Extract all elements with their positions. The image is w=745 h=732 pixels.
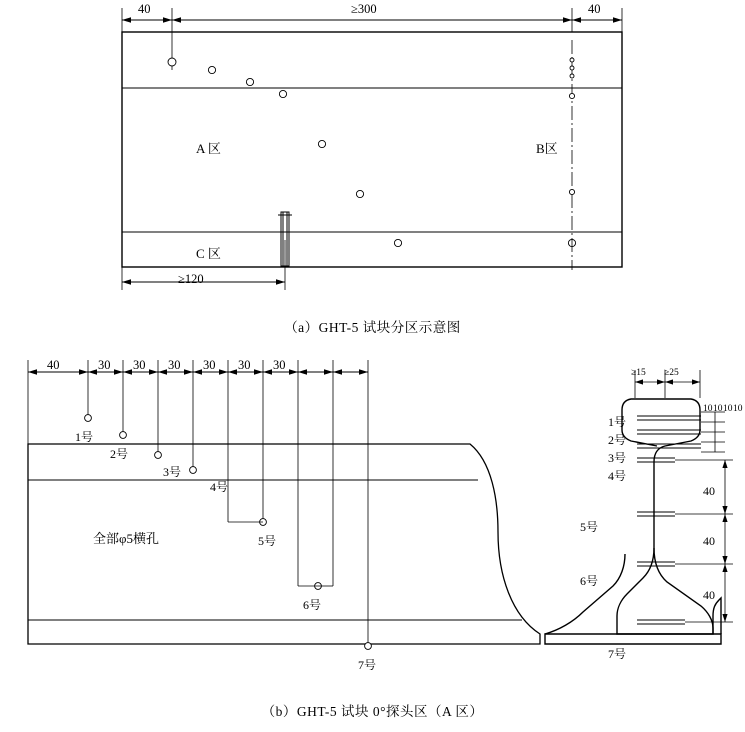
panel-a-drawing [0, 0, 745, 310]
dim-b-30-1: 30 [98, 358, 111, 372]
sec-hole-label-4: 4号 [608, 469, 627, 483]
caption-a: （a）GHT-5 试块分区示意图 [284, 320, 461, 335]
dim-right-40: 40 [588, 2, 601, 16]
sec-hole-label-1: 1号 [608, 415, 627, 429]
sec-dim-40-3: 40 [703, 588, 715, 602]
dim-bottom-120: ≥120 [178, 272, 204, 286]
sec-dim-40-1: 40 [703, 484, 715, 498]
sec-hole-label-5: 5号 [580, 520, 599, 534]
sec-small-dim-1: 10 [703, 404, 713, 414]
dim-b-30-5: 30 [238, 358, 251, 372]
sec-hole-label-7: 7号 [608, 647, 627, 661]
caption-b: （b）GHT-5 试块 0°探头区（A 区） [261, 704, 484, 719]
zone-label-c: C 区 [196, 246, 221, 261]
zone-label-b: B区 [536, 141, 558, 156]
dim-b-30-2: 30 [133, 358, 146, 372]
hole-label-4: 4号 [210, 480, 229, 494]
hole-label-6: 6号 [303, 598, 322, 612]
zone-label-a: A 区 [196, 141, 221, 156]
dim-b-30-6: 30 [273, 358, 286, 372]
note-all-phi5-holes: 全部φ5横孔 [93, 531, 160, 546]
hole-label-3: 3号 [163, 465, 182, 479]
dim-b-30-3: 30 [168, 358, 181, 372]
dim-b-30-4: 30 [203, 358, 216, 372]
sec-small-dim-4: 10 [733, 404, 743, 414]
sec-dim-15: ≥15 [631, 368, 646, 378]
sec-dim-25: ≥25 [664, 368, 679, 378]
sec-dim-40-2: 40 [703, 534, 715, 548]
sec-small-dim-2: 10 [713, 404, 723, 414]
sec-small-dim-3: 10 [723, 404, 733, 414]
sec-hole-label-2: 2号 [608, 433, 627, 447]
sec-hole-label-3: 3号 [608, 451, 627, 465]
hole-label-1: 1号 [75, 430, 94, 444]
hole-label-2: 2号 [110, 447, 129, 461]
dim-b-40: 40 [47, 358, 60, 372]
hole-label-7: 7号 [358, 658, 377, 672]
dim-left-40: 40 [138, 2, 151, 16]
sec-hole-label-6: 6号 [580, 574, 599, 588]
hole-label-5: 5号 [258, 534, 277, 548]
dim-mid-300: ≥300 [351, 2, 377, 16]
